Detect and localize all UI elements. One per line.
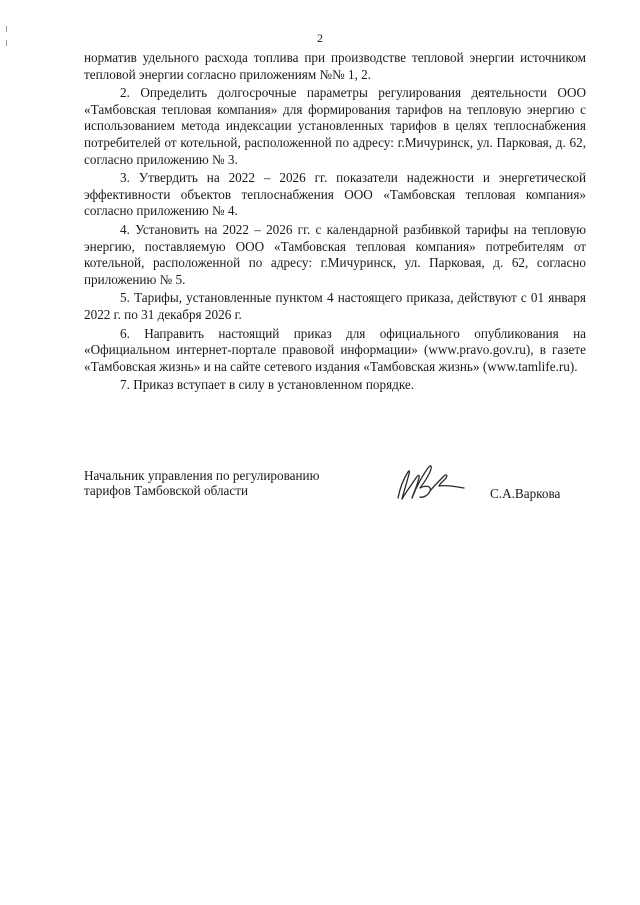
paragraph-6: 6. Направить настоящий приказ для официального опубликования на «Официальном интернет-портале правовой информации» (www.pravo.gov.ru), в газете «Тамбовская жизнь» и на сайте сетевого издания «Тамбовская жизнь» (www.tamlife.ru). xyxy=(84,325,586,374)
signer-name: С.А.Варкова xyxy=(490,486,561,501)
paragraph-2: 2. Определить долгосрочные параметры регулирования деятельности ООО «Тамбовская тепловая компания» для формирования тарифов на тепловую энергию с использованием метода индексации установленных тарифов в целях теплоснабжения потребителей от котельной, расположенной по адресу: г.Мичуринск, ул. Парковая, д. 62, согласно приложению № 3. xyxy=(84,85,586,167)
signatory-position-line-2: тарифов Тамбовской области xyxy=(84,483,249,498)
paragraph-5: 5. Тарифы, установленные пунктом 4 настоящего приказа, действуют с 01 января 2022 г. по 31 декабря 2026 г. xyxy=(84,290,586,322)
paragraph-3: 3. Утвердить на 2022 – 2026 гг. показатели надежности и энергетической эффективности объектов теплоснабжения ООО «Тамбовская тепловая компания» согласно приложению № 4. xyxy=(84,170,586,219)
document-body xyxy=(84,50,586,396)
page-number: 2 xyxy=(317,31,323,45)
paragraph-continuation: норматив удельного расхода топлива при производстве тепловой энергии источником тепловой энергии согласно приложениям №№ 1, 2. xyxy=(84,50,586,82)
paragraph-4: 4. Установить на 2022 – 2026 гг. с календарной разбивкой тарифы на тепловую энергию, поставляемую ООО «Тамбовская тепловая компания» потребителям от котельной, расположенной по адресу: г.Мичуринск, ул. Парковая, д. 62, согласно приложению № 5. xyxy=(84,221,586,287)
paragraph-7: 7. Приказ вступает в силу в установленном порядке. xyxy=(120,377,415,393)
signatory-position-line-1: Начальник управления по регулированию xyxy=(84,468,320,483)
handwritten-signature xyxy=(390,458,470,508)
signatory-position xyxy=(84,468,384,498)
